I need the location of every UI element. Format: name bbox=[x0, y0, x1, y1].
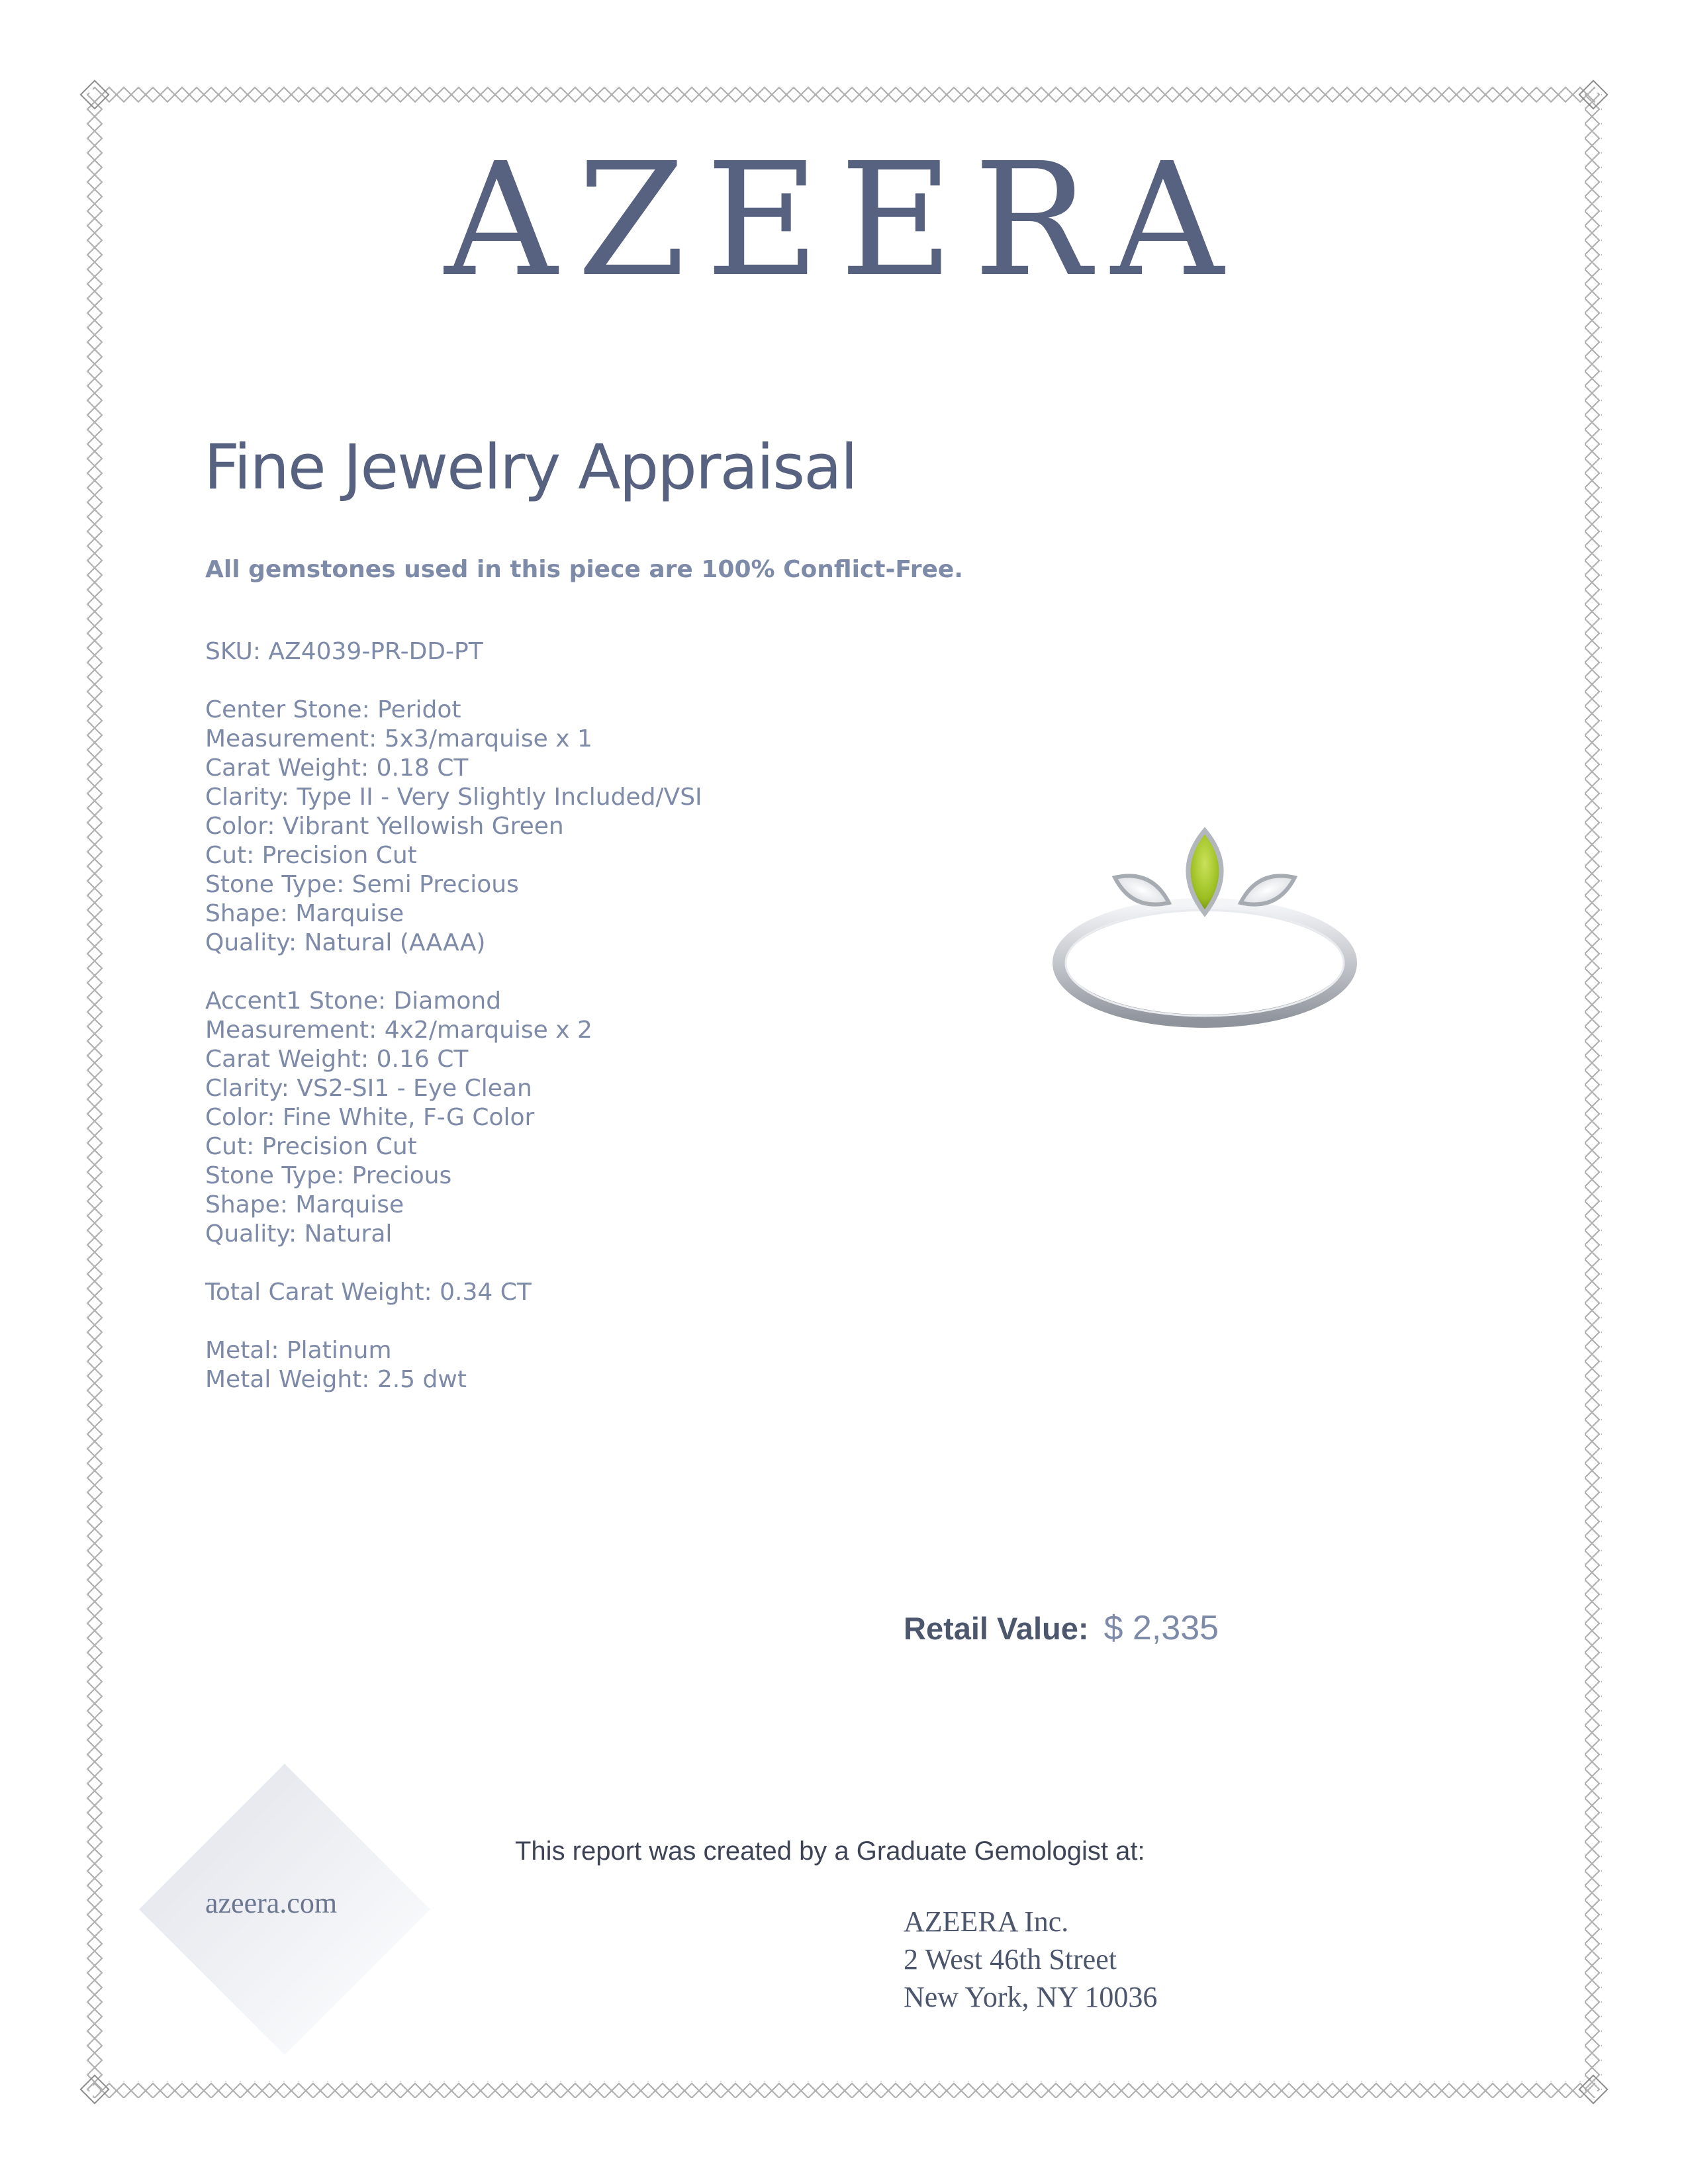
retail-value bbox=[904, 1608, 1219, 1648]
center-cut-line: Cut: Precision Cut bbox=[205, 842, 417, 869]
accent-stone-line: Accent1 Stone: Diamond bbox=[205, 987, 502, 1015]
conflict-free-note: All gemstones used in this piece are 100% Conflict-Free. bbox=[205, 556, 963, 583]
sku-line: SKU: AZ4039-PR-DD-PT bbox=[205, 638, 483, 665]
company-address bbox=[904, 1903, 1157, 2016]
center-measurement-line: Measurement: 5x3/marquise x 1 bbox=[205, 725, 592, 752]
total-carat-line: Total Carat Weight: 0.34 CT bbox=[205, 1279, 532, 1306]
address-line-1: AZEERA Inc. bbox=[904, 1905, 1069, 1938]
accent-shape-line: Shape: Marquise bbox=[205, 1191, 404, 1218]
center-clarity-line: Clarity: Type II - Very Slightly Included/VSI bbox=[205, 784, 702, 811]
accent-cut-line: Cut: Precision Cut bbox=[205, 1133, 417, 1160]
center-shape-line: Shape: Marquise bbox=[205, 900, 404, 927]
brand-logo: AZEERA bbox=[444, 129, 1244, 311]
metal-line: Metal: Platinum bbox=[205, 1337, 392, 1364]
address-line-2: 2 West 46th Street bbox=[904, 1943, 1117, 1976]
accent-color-line: Color: Fine White, F-G Color bbox=[205, 1104, 535, 1131]
retail-value-amount: $ 2,335 bbox=[1103, 1609, 1219, 1647]
accent-carat-line: Carat Weight: 0.16 CT bbox=[205, 1046, 469, 1073]
specs-list bbox=[205, 637, 702, 1394]
page-title: Fine Jewelry Appraisal bbox=[204, 432, 857, 504]
center-carat-line: Carat Weight: 0.18 CT bbox=[205, 754, 469, 782]
accent-stone-type-line: Stone Type: Precious bbox=[205, 1162, 452, 1189]
accent-clarity-line: Clarity: VS2-SI1 - Eye Clean bbox=[205, 1075, 532, 1102]
retail-value-label: Retail Value: bbox=[904, 1611, 1089, 1646]
center-stone-type-line: Stone Type: Semi Precious bbox=[205, 871, 519, 898]
center-stone-line: Center Stone: Peridot bbox=[205, 696, 461, 723]
address-line-3: New York, NY 10036 bbox=[904, 1981, 1158, 2013]
metal-weight-line: Metal Weight: 2.5 dwt bbox=[205, 1366, 467, 1393]
center-color-line: Color: Vibrant Yellowish Green bbox=[205, 813, 564, 840]
website-link[interactable]: azeera.com bbox=[205, 1887, 338, 1919]
accent-quality-line: Quality: Natural bbox=[205, 1220, 393, 1248]
accent-measurement-line: Measurement: 4x2/marquise x 2 bbox=[205, 1017, 592, 1044]
center-quality-line: Quality: Natural (AAAA) bbox=[205, 929, 486, 956]
ring-image bbox=[1049, 824, 1360, 1052]
report-statement: This report was created by a Graduate Gemologist at: bbox=[515, 1837, 1145, 1866]
ring-icon bbox=[1049, 824, 1360, 1049]
